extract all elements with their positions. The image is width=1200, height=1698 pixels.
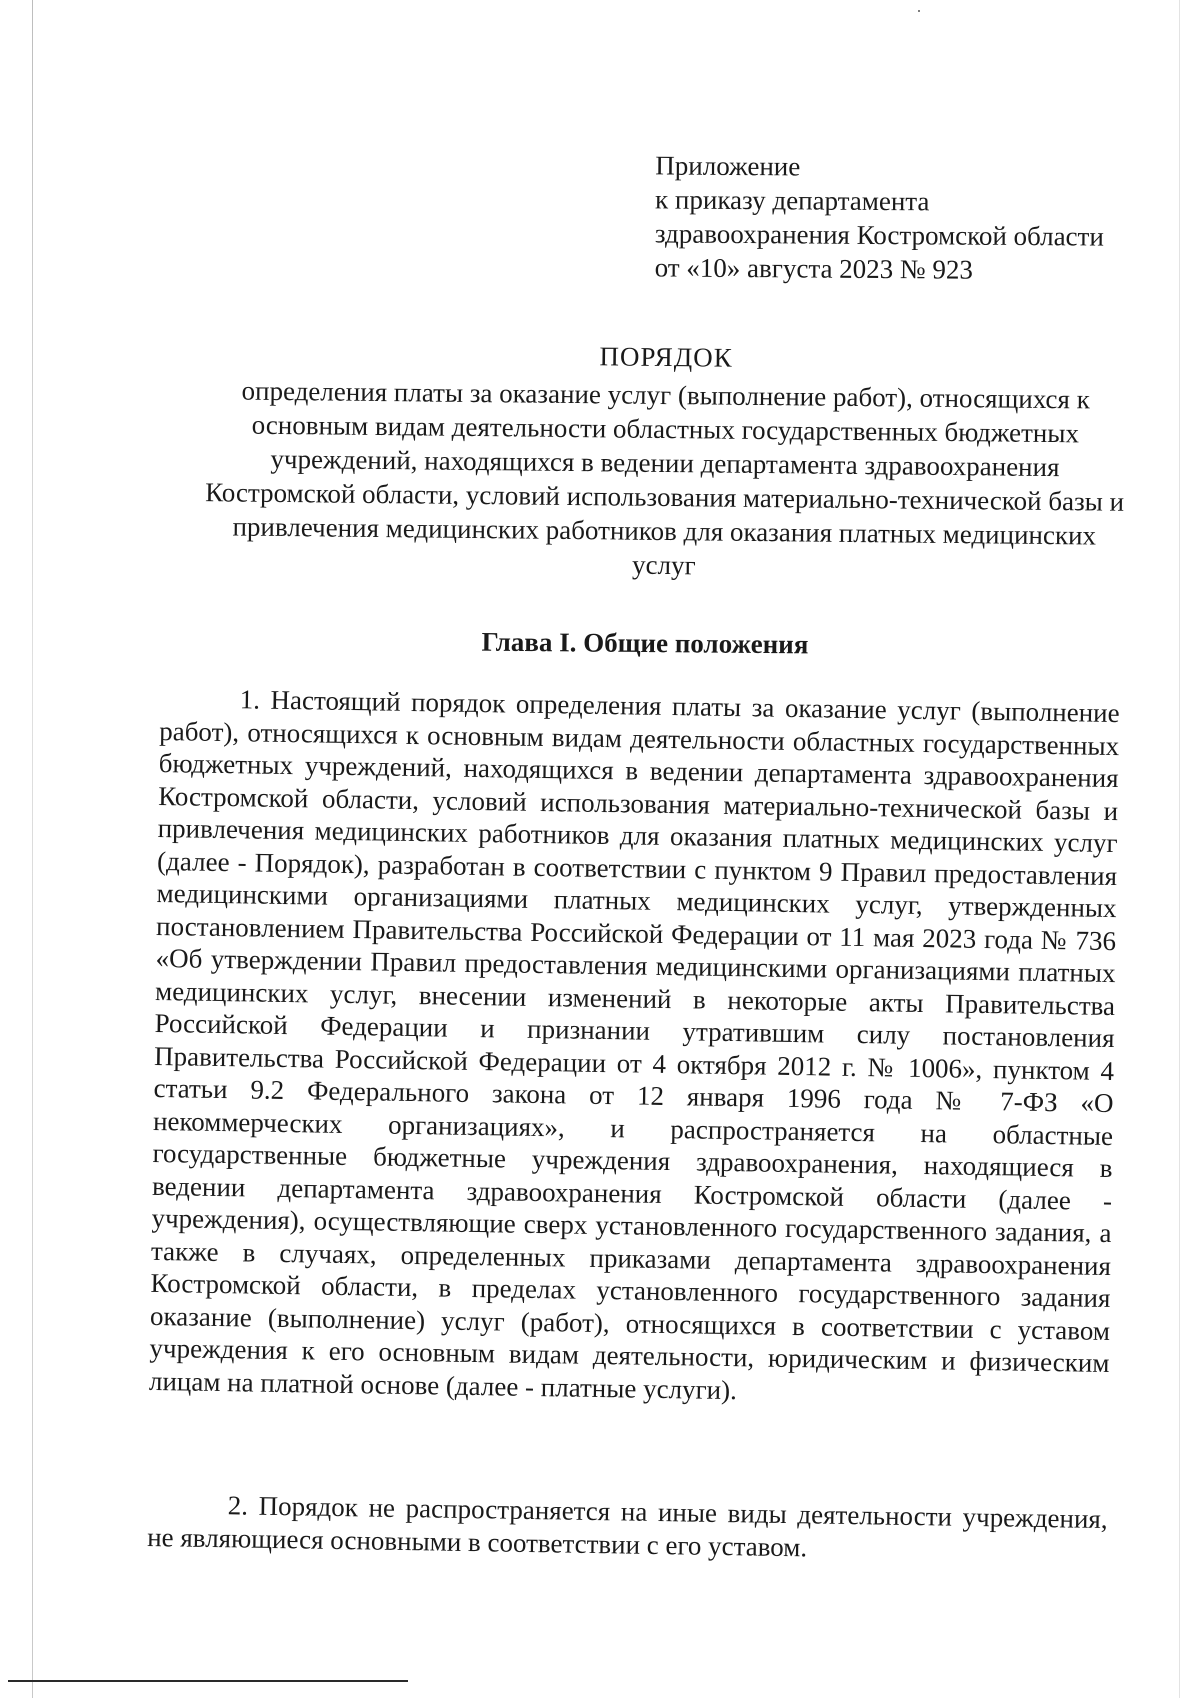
attachment-line-3: здравоохранения Костромской области [654,218,1104,252]
scan-speck [918,10,920,12]
footer-rule [8,1680,408,1682]
paragraph-1: 1. Настоящий порядок определения платы за оказание услуг (выполнение работ), относящихся к основным видам деятельности областных государственных бюджетных учреждений, находящихся в ведении департамента здравоохранения Костромской области, условий использования материально-технической базы и привлечения медицинских работников для оказания платных медицинских услуг (далее - Порядок), разработан в соответствии с пунктом 9 Правил предоставления медицинскими организациями платных медицинских услуг, утвержденных постановлением Правительства Российской Федерации от 11 мая 2023 года № 736 «Об утверждении Правил предоставления медицинскими организациями платных медицинских услуг, внесении изменений в некоторые акты Правительства Российской Федерации и признании утратившим силу постановления Правительства Российской Федерации от 4 октября 2012 г. № 1006», пунктом 4 статьи 9.2 Федерального закона от 12 января 1996 года № 7-ФЗ «О некоммерческих организациях», и распространяется на областные государственные бюджетные учреждения здравоохранения, находящиеся в ведении департамента здравоохранения Костромской области (далее - учреждения), осуществляющие сверх установленного государственного задания, а также в случаях, определенных приказами департамента здравоохранения Костромской области, в пределах установленного государственного задания оказание (выполнение) услуг (работ), относящихся в соответствии с уставом учреждения к его основным видам деятельности, юридическим и физическим лицам на платной основе (далее - платные услуги). [148,684,1120,1405]
attachment-line-2: к приказу департамента [655,184,930,217]
document-subtitle: определения платы за оказание услуг (выполнение работ), относящихся к основным видам деятельности областных государственных бюджетных учреждений, находящихся в ведении департамента здравоохранения Костромской области, условий использования материально-технической базы и привлечения медицинских работников для оказания платных медицинских услуг [205,375,1125,581]
scan-edge-right [1179,0,1180,1698]
scan-edge-left [32,0,33,1698]
document-title: ПОРЯДОК [599,341,733,373]
title-block [199,335,1131,587]
chapter-heading: Глава I. Общие положения [481,626,809,660]
attachment-line-4: от «10» августа 2023 № 923 [654,252,974,285]
attachment-line-1: Приложение [655,150,801,182]
paragraph-2: 2. Порядок не распространяется на иные виды деятельности учреждения, не являющиеся основными в соответствии с его уставом. [147,1490,1108,1562]
attachment-header [655,148,1105,287]
